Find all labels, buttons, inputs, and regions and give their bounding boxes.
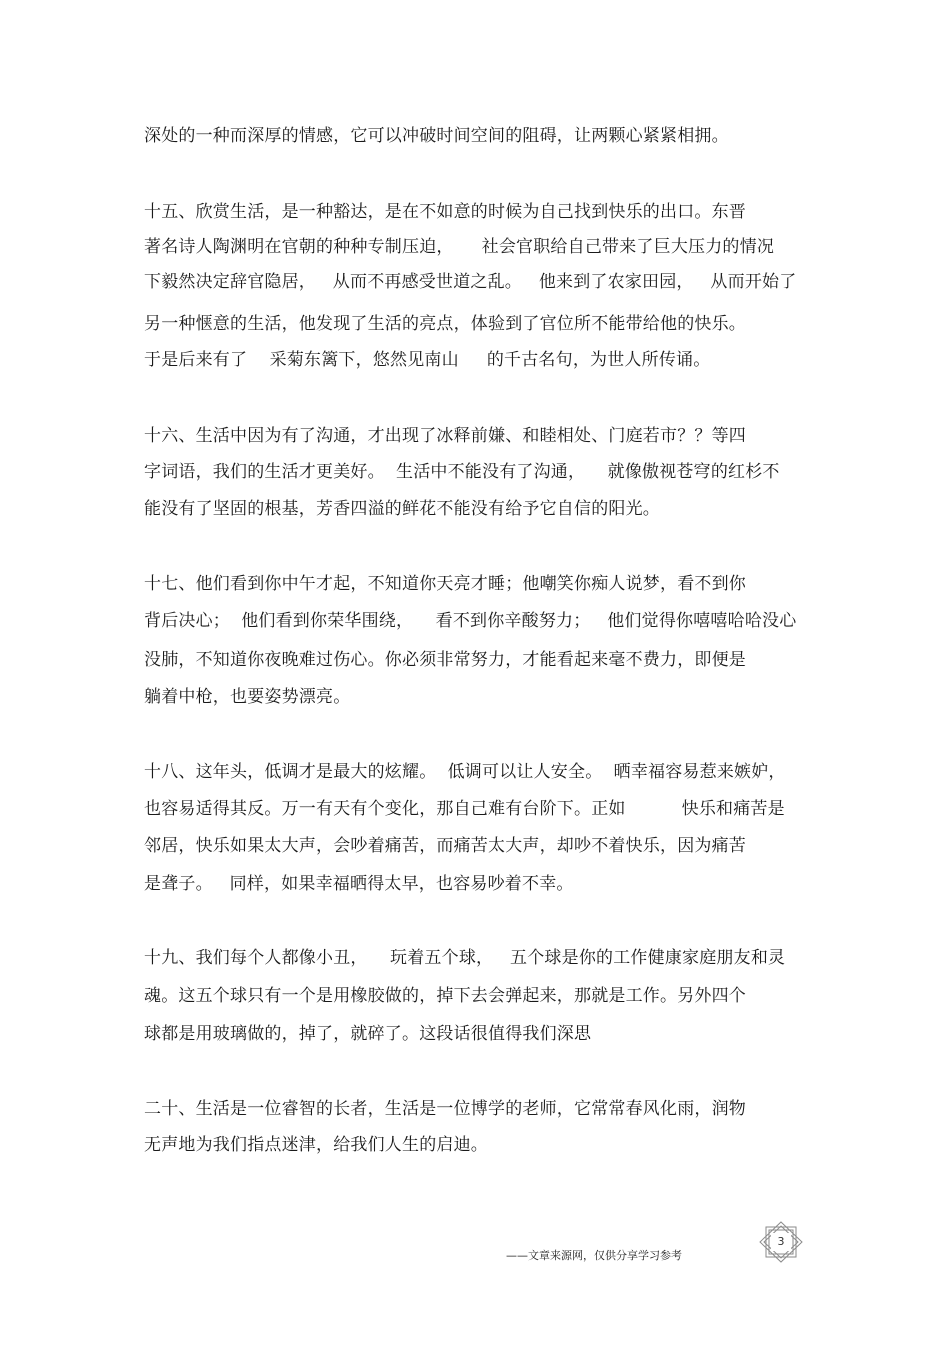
paragraph-line: 著名诗人陶渊明在官朝的种种专制压迫， 社会官职给自己带来了巨大压力的情况 [144,237,775,257]
paragraph-line: 无声地为我们指点迷津，给我们人生的启迪。 [144,1135,488,1155]
paragraph-line: 于是后来有了 采菊东篱下，悠然见南山 的千古名句，为世人所传诵。 [144,350,711,370]
paragraph-line: 躺着中枪，也要姿势漂亮。 [144,687,351,707]
paragraph-line: 字词语，我们的生活才更美好。 生活中不能没有了沟通， 就像傲视苍穹的红杉不 [144,462,780,482]
paragraph-line: 十九、我们每个人都像小丑， 玩着五个球， 五个球是你的工作健康家庭朋友和灵 [144,948,786,968]
paragraph-line: 背后决心； 他们看到你荣华围绕， 看不到你辛酸努力； 他们觉得你嘻嘻哈哈没心 [144,611,797,631]
paragraph-line: 十八、这年头，低调才是最大的炫耀。 低调可以让人安全。 晒幸福容易惹来嫉妒， [144,762,786,782]
page-number: 3 [777,1235,785,1248]
paragraph-line: 没肺，不知道你夜晚难过伤心。你必须非常努力，才能看起来毫不费力，即便是 [144,650,746,670]
paragraph-line: 十五、欣赏生活，是一种豁达，是在不如意的时候为自己找到快乐的出口。东晋 [144,202,746,222]
paragraph-line: 邻居，快乐如果太大声，会吵着痛苦，而痛苦太大声，却吵不着快乐，因为痛苦 [144,836,746,856]
paragraph-line: 十六、生活中因为有了沟通，才出现了冰释前嫌、和睦相处、门庭若市？？等四 [144,426,746,446]
paragraph-line: 二十、生活是一位睿智的长者，生活是一位博学的老师，它常常春风化雨，润物 [144,1099,746,1119]
page-number-badge [758,1221,804,1263]
paragraph-line: 下毅然决定辞官隐居， 从而不再感受世道之乱。 他来到了农家田园， 从而开始了 [144,272,797,292]
paragraph-line: 球都是用玻璃做的，掉了，就碎了。这段话很值得我们深思 [144,1024,592,1044]
paragraph-line: 是聋子。 同样，如果幸福晒得太早，也容易吵着不幸。 [144,874,574,894]
paragraph-line: 十七、他们看到你中午才起，不知道你天亮才睡；他嘲笑你痴人说梦，看不到你 [144,574,746,594]
paragraph-line: 能没有了坚固的根基，芳香四溢的鲜花不能没有给予它自信的阳光。 [144,499,660,519]
source-note: ——文章来源网，仅供分享学习参考 [506,1249,682,1262]
paragraph-line: 另一种惬意的生活，他发现了生活的亮点，体验到了官位所不能带给他的快乐。 [144,314,746,334]
paragraph-line: 也容易适得其反。万一有天有个变化，那自己难有台阶下。正如 快乐和痛苦是 [144,799,785,819]
paragraph-line: 深处的一种而深厚的情感，它可以冲破时间空间的阻碍，让两颗心紧紧相拥。 [144,126,729,146]
paragraph-line: 魂。这五个球只有一个是用橡胶做的，掉下去会弹起来，那就是工作。另外四个 [144,986,746,1006]
